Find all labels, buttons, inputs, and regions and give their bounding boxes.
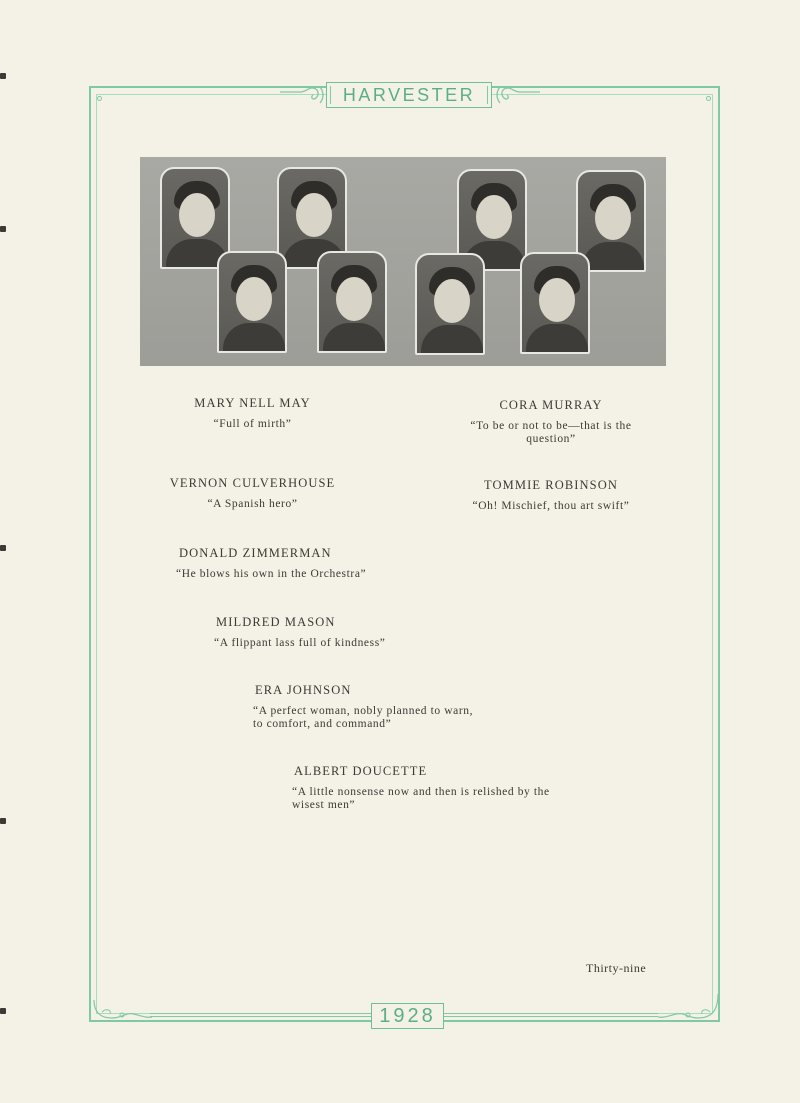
student-name: MARY NELL MAY: [194, 396, 311, 410]
student-quote: “A perfect woman, nobly planned to warn, to comfort, and command”: [253, 705, 474, 730]
binding-mark: [0, 226, 6, 232]
student-name: ERA JOHNSON: [255, 683, 352, 697]
senior-entry: [446, 398, 656, 446]
student-name: DONALD ZIMMERMAN: [179, 546, 332, 560]
portrait-photo: [520, 252, 590, 354]
portrait-photo: [160, 167, 230, 269]
student-name: VERNON CULVERHOUSE: [169, 476, 336, 490]
binding-mark: [0, 1008, 6, 1014]
student-quote: “Full of mirth”: [213, 418, 292, 430]
page-header-title: HARVESTER: [326, 82, 492, 108]
footer-scroll-ornament-right: [658, 992, 720, 1024]
page-number: Thirty-nine: [586, 961, 647, 975]
binding-mark: [0, 545, 6, 551]
footer-scroll-ornament-left: [92, 998, 152, 1024]
portrait-photo: [415, 253, 485, 355]
footer-year: 1928: [371, 1003, 444, 1029]
portrait-panel: [140, 157, 666, 366]
binding-mark: [0, 73, 6, 79]
footer-rule-right: [444, 1013, 658, 1017]
student-name: ALBERT DOUCETTE: [294, 764, 428, 778]
student-name: CORA MURRAY: [499, 398, 603, 412]
corner-ornament: [706, 96, 711, 101]
senior-entry: [292, 764, 570, 812]
portrait-photo: [217, 251, 287, 353]
senior-entry: [160, 476, 345, 511]
student-quote: “A Spanish hero”: [207, 498, 298, 510]
student-quote: “To be or not to be—that is the question”: [470, 420, 632, 445]
senior-entry: [446, 478, 656, 513]
student-name: MILDRED MASON: [216, 615, 336, 629]
student-name: TOMMIE ROBINSON: [484, 478, 618, 492]
student-quote: “He blows his own in the Orchestra”: [176, 568, 367, 580]
senior-entry: [253, 683, 485, 731]
portrait-photo: [317, 251, 387, 353]
binding-mark: [0, 818, 6, 824]
footer-rule-left: [150, 1013, 371, 1017]
student-quote: “A little nonsense now and then is relished by the wisest men”: [292, 786, 550, 811]
senior-entry: [214, 615, 464, 650]
student-quote: “A flippant lass full of kindness”: [214, 637, 386, 649]
senior-entry: [160, 396, 345, 431]
senior-entry: [176, 546, 426, 581]
scroll-ornament-right: [494, 84, 540, 106]
scroll-ornament-left: [280, 84, 326, 106]
corner-ornament: [97, 96, 102, 101]
student-quote: “Oh! Mischief, thou art swift”: [472, 500, 630, 512]
